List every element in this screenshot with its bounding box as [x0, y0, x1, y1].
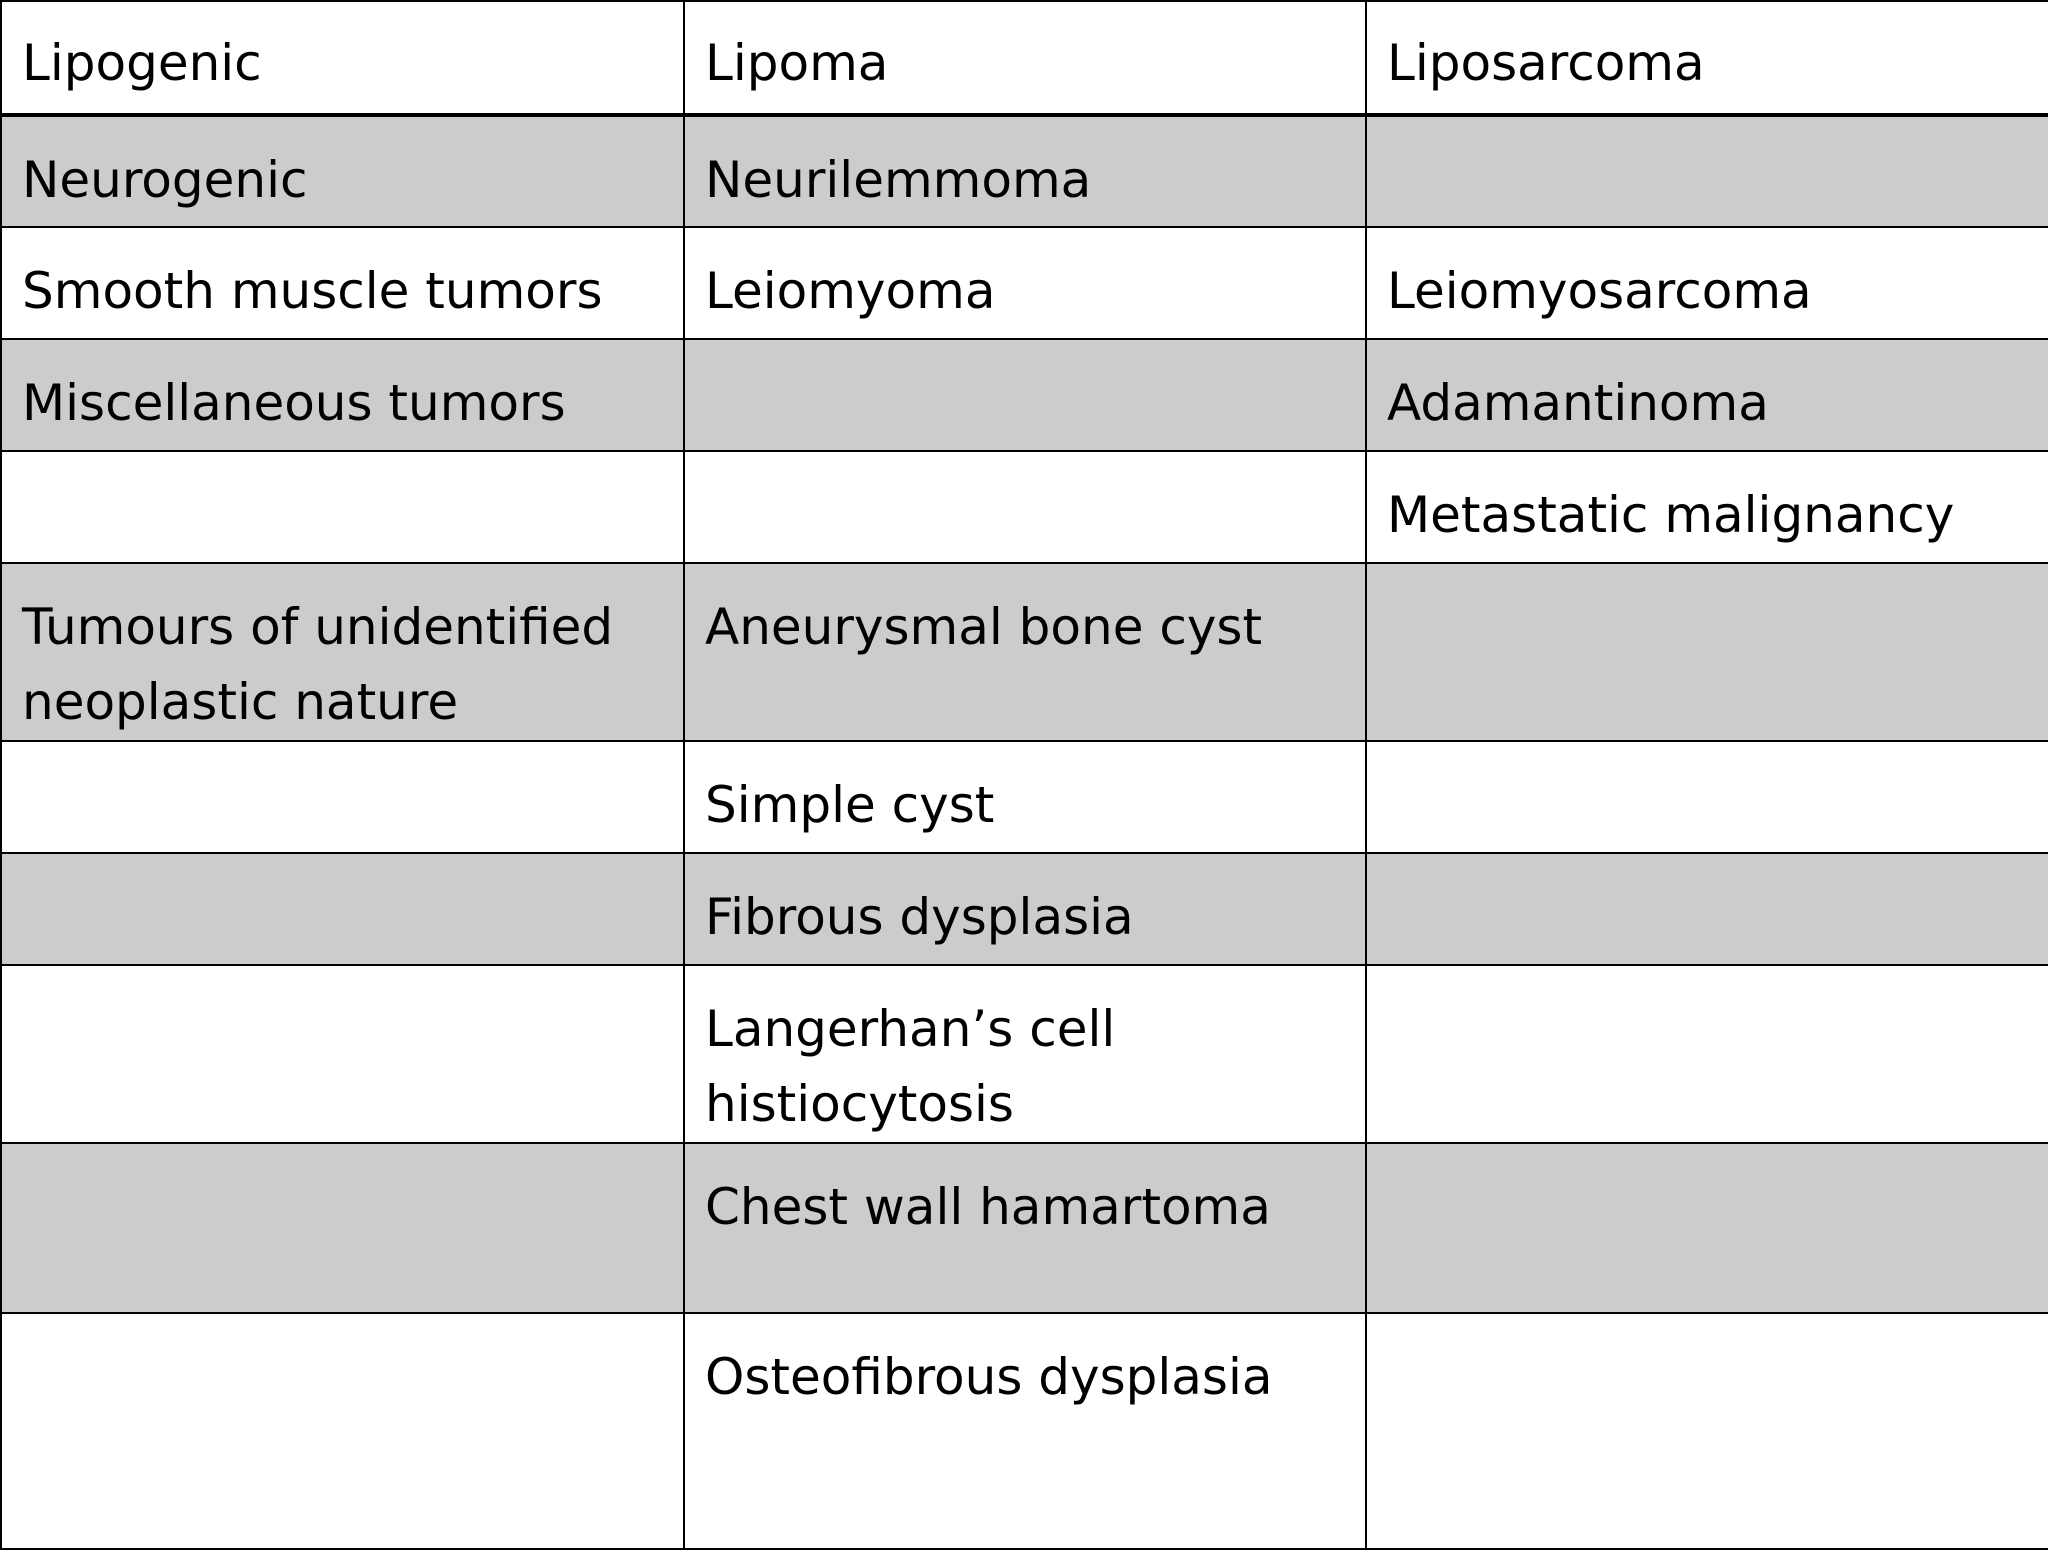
- header-cell-category: Lipogenic: [1, 1, 684, 115]
- header-cell-malignant: Liposarcoma: [1366, 1, 2048, 115]
- table-cell: Langerhan’s cell histiocytosis: [684, 965, 1366, 1143]
- table-cell: Fibrous dysplasia: [684, 853, 1366, 965]
- table-cell: Neurogenic: [1, 115, 684, 227]
- table-row: [1, 451, 2048, 563]
- table-cell: [1, 741, 684, 853]
- table-cell: Neurilemmoma: [684, 115, 1366, 227]
- table-header-row: [1, 1, 2048, 115]
- table-row: [1, 1313, 2048, 1549]
- table-cell: Adamantinoma: [1366, 339, 2048, 451]
- table-cell: [1, 1143, 684, 1313]
- table-row: [1, 563, 2048, 741]
- table-cell: [1366, 1143, 2048, 1313]
- table-cell: Miscellaneous tumors: [1, 339, 684, 451]
- table-cell: [684, 339, 1366, 451]
- table-cell: [1366, 115, 2048, 227]
- table-cell: Osteofibrous dysplasia: [684, 1313, 1366, 1549]
- table-cell: Tumours of unidentified neoplastic nature: [1, 563, 684, 741]
- table-cell: [1, 853, 684, 965]
- table-cell: [1, 451, 684, 563]
- table-cell: Leiomyoma: [684, 227, 1366, 339]
- table-cell: Chest wall hamartoma: [684, 1143, 1366, 1313]
- table-cell: [684, 451, 1366, 563]
- table-row: [1, 965, 2048, 1143]
- table-row: [1, 227, 2048, 339]
- table-cell: [1366, 563, 2048, 741]
- table-cell: Leiomyosarcoma: [1366, 227, 2048, 339]
- table-cell: [1366, 1313, 2048, 1549]
- header-cell-benign: Lipoma: [684, 1, 1366, 115]
- table-row: [1, 741, 2048, 853]
- table-cell: [1366, 965, 2048, 1143]
- table-cell: [1366, 853, 2048, 965]
- table-cell: [1, 965, 684, 1143]
- table-cell: Simple cyst: [684, 741, 1366, 853]
- table-cell: [1366, 741, 2048, 853]
- table-cell: Aneurysmal bone cyst: [684, 563, 1366, 741]
- table-cell: Metastatic malignancy: [1366, 451, 2048, 563]
- table-row: [1, 115, 2048, 227]
- table-cell: Smooth muscle tumors: [1, 227, 684, 339]
- table-row: [1, 1143, 2048, 1313]
- table-row: [1, 339, 2048, 451]
- table-cell: [1, 1313, 684, 1549]
- table-row: [1, 853, 2048, 965]
